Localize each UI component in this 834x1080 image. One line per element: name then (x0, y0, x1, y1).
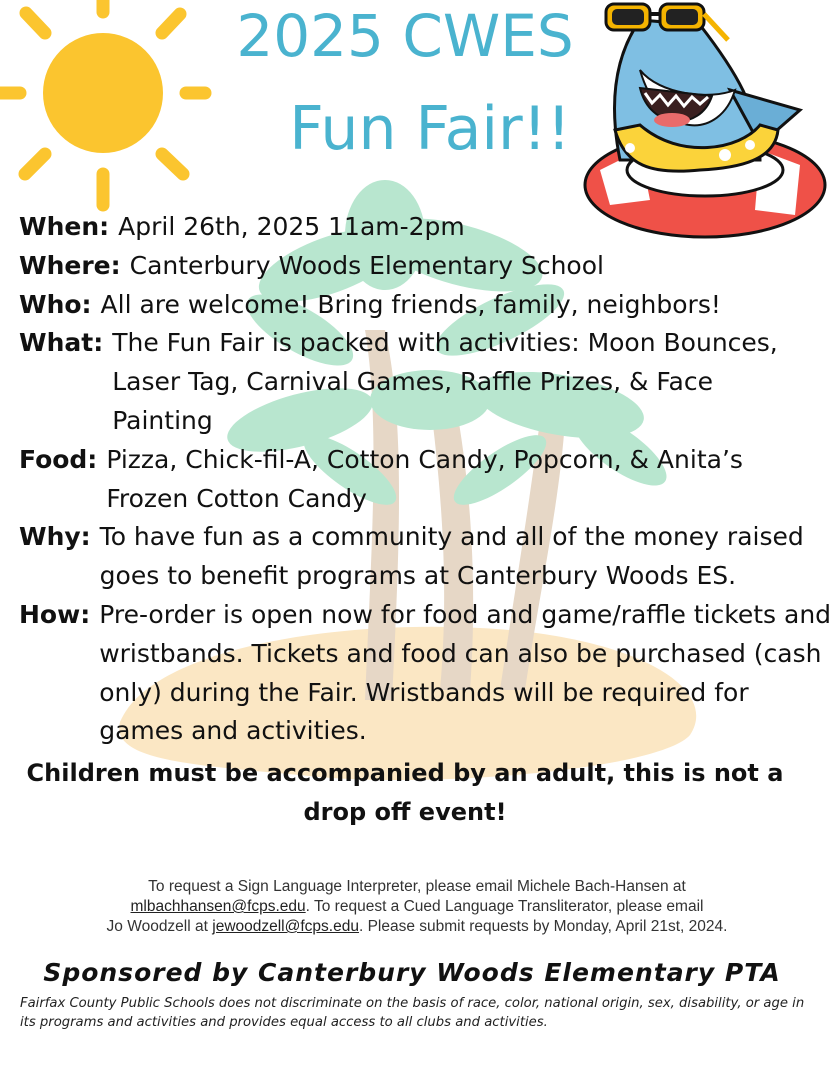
interp-text: Jo Woodzell at (106, 918, 208, 935)
detail-how (19, 596, 834, 751)
event-details (19, 208, 834, 751)
detail-why (19, 518, 834, 596)
email-link-woodzell[interactable]: jewoodzell@fcps.edu (212, 918, 359, 935)
detail-when (19, 208, 834, 247)
title-line-1: 2025 CWES (236, 2, 574, 70)
title-line-2: Fun Fair!! (289, 94, 571, 164)
interp-text: . To request a Cued Language Transliterator, please email (305, 898, 704, 915)
detail-value: Pizza, Chick-fil-A, Cotton Candy, Popcorn, & Anita’s Frozen Cotton Candy (106, 444, 743, 513)
detail-where (19, 247, 834, 286)
detail-label: Who: (19, 289, 92, 319)
detail-label: When: (19, 212, 110, 241)
detail-label: Where: (19, 250, 121, 280)
interp-text: . Please submit requests by Monday, April 21st, 2024. (358, 918, 728, 935)
email-link-bach-hansen[interactable]: mlbachhansen@fcps.edu (130, 898, 306, 915)
sun-icon (0, 0, 205, 205)
detail-label: How: (19, 599, 91, 629)
detail-what (19, 324, 834, 440)
interpreter-request-note (40, 877, 794, 937)
detail-value: April 26th, 2025 11am-2pm (118, 212, 465, 241)
nondiscrimination-disclaimer: Fairfax County Public Schools does not discriminate on the basis of race, color, national origin, sex, disability, or age in its programs and activities and provides equal access to all clubs and activities. (20, 996, 805, 1030)
detail-value: All are welcome! Bring friends, family, neighbors! (100, 289, 721, 319)
interp-text: To request a Sign Language Interpreter, please email Michele Bach-Hansen at (148, 878, 686, 895)
detail-label: Why: (19, 522, 91, 552)
detail-label: What: (19, 328, 104, 358)
detail-value: To have fun as a community and all of the money raised goes to benefit programs at Canterbury Woods ES. (99, 522, 804, 591)
detail-food (19, 441, 834, 519)
detail-value: Canterbury Woods Elementary School (129, 250, 604, 280)
detail-who (19, 286, 834, 325)
detail-value: The Fun Fair is packed with activities: Moon Bounces, Laser Tag, Carnival Games, Raffle Prizes, & Face Painting (112, 328, 778, 435)
supervision-warning: Children must be accompanied by an adult, this is not a drop off event! (26, 759, 784, 826)
sponsor-line: Sponsored by Canterbury Woods Elementary PTA (43, 958, 781, 987)
detail-label: Food: (19, 444, 98, 474)
detail-value: Pre-order is open now for food and game/raffle tickets and wristbands. Tickets and food can also be purchased (cash only) during the Fair. Wristbands will be required for games and activities. (99, 599, 832, 746)
